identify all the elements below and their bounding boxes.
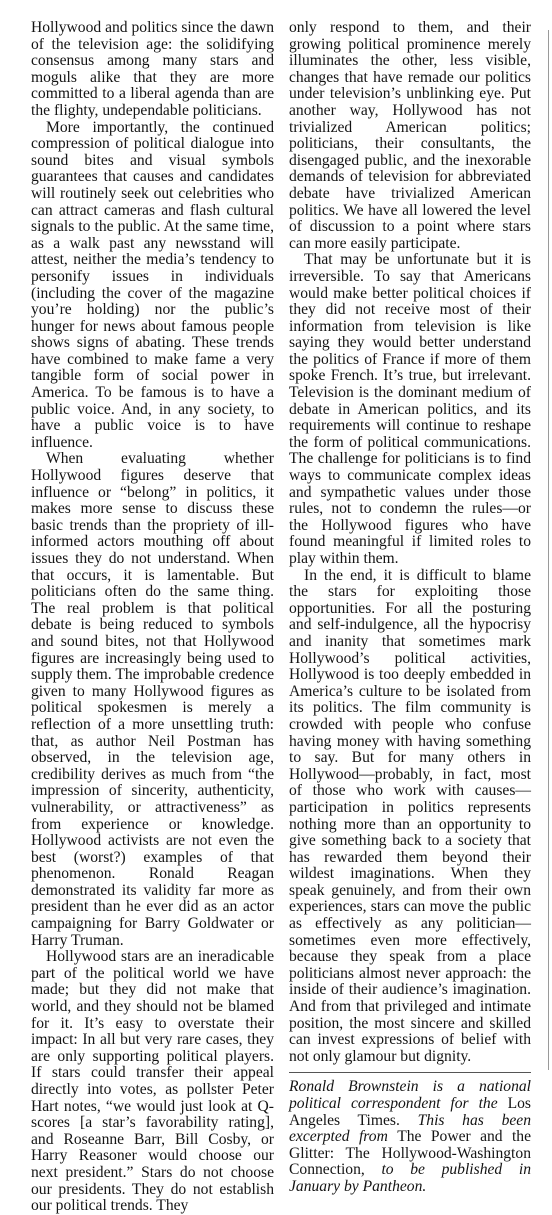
author-bio — [289, 1079, 531, 1195]
page-edge-line — [548, 30, 549, 1070]
article-paragraph: More importantly, the continued compression of political dialogue into sound bites and visual symbols guarantees that causes and candidates will routinely seek out celebrities who can attract cameras and flash cultural signals to the public. At the same time, as a walk past any newsstand will attest, neither the media’s tendency to personify issues in individuals (including the cover of the magazine you’re holding) nor the public’s hunger for news about famous people shows signs of abating. These trends have combined to make fame a very tangible form of social power in America. To be famous is to have a public voice. And, in any society, to have a public voice is to have influence. — [31, 118, 274, 451]
left-column — [31, 20, 274, 1215]
article-paragraph: Hollywood and politics since the dawn of the television age: the solidifying consensus among many stars and moguls alike that they are more committed to a liberal agenda than are the flighty, undependable politicians. — [31, 19, 274, 119]
bio-text: This has been excerpted from — [289, 1111, 531, 1146]
bio-publication: Los Angeles Times. — [289, 1095, 531, 1129]
article-paragraph: only respond to them, and their growing political prominence merely illuminates the other, less visible, changes that have remade our politics under television’s unblinking eye. Put another way, Hollywood has not trivialized American politics; politicians, their consultants, the disengaged public, and the inexorable demands of television for abbreviated debate have trivialized American politics. We have all lowered the level of discussion to a point where stars can more easily participate. — [289, 19, 531, 252]
article-paragraph: When evaluating whether Hollywood figures deserve that influence or “belong” in politics, it makes more sense to discuss these basic trends than the propriety of ill-informed actors mouthing off about issues they do not understand. When that occurs, it is lamentable. But politicians often do the same thing. The real problem is that political debate is being reduced to symbols and sound bites, not that Hollywood figures are increasingly being used to supply them. The improbable credence given to many Hollywood figures as political spokesmen is merely a reflection of a more unsettling truth: that, as author Neil Postman has observed, in the television age, credibility derives as much from “the impression of sincerity, authenticity, vulnerability, or attractiveness” as from experience or knowledge. Hollywood activists are not even the best (worst?) examples of that phenomenon. Ronald Reagan demonstrated its validity far more as president than he ever did as an actor campaigning for Barry Goldwater or Harry Truman. — [31, 450, 274, 949]
right-column — [289, 20, 531, 1196]
article-paragraph: In the end, it is difficult to blame the stars for exploiting those opportunities. For all the posturing and self-indulgence, all the hypocrisy and inanity that sometimes mark Hollywood’s political activities, Hollywood is too deeply embedded in America’s culture to be isolated from its politics. The film community is crowded with people who confuse having money with having something to say. But for many others in Hollywood—probably, in fact, most of those who work with causes—participation in politics represents nothing more than an opportunity to give something back to a society that has rewarded them beyond their wildest imaginations. When they speak genuinely, and from their own experiences, stars can move the public as effectively as any politician—sometimes even more effectively, because they speak from a place politicians almost never approach: the inside of their audience’s imagination. And from that privileged and intimate position, the most sincere and skilled can invest expressions of belief with not only glamour but dignity. — [289, 566, 531, 1065]
bio-separator — [289, 1065, 531, 1079]
bio-text: to be published in January by Pantheon. — [289, 1161, 531, 1195]
article-paragraph: Hollywood stars are an ineradicable part of the political world we have made; but they did not make that world, and they should not be blamed for it. It’s easy to overstate their impact: In all but very rare cases, they are only supporting political players. If stars could transfer their appeal directly into votes, as pollster Peter Hart notes, “we would just look at Q-scores [a star’s favorability rating], and Roseanne Barr, Bill Cosby, or Harry Reasoner would choose our next president.” Stars do not choose our presidents. They do not establish our political trends. They — [31, 948, 274, 1215]
article-paragraph: That may be unfortunate but it is irreversible. To say that Americans would make better political choices if they did not receive most of their information from television is like saying they would better understand the politics of France if more of them spoke French. It’s true, but irrelevant. Television is the dominant medium of debate in American politics, and its requirements will continue to reshape the form of political communications. The challenge for politicians is to find ways to communicate complex ideas and sympathetic values under those rules, not to condemn the rules—or the Hollywood figures who have found meaningful if limited roles to play within them. — [289, 251, 531, 567]
bio-rule — [289, 1072, 531, 1073]
bio-text: Ronald Brownstein is a national political correspondent for the — [289, 1078, 531, 1112]
bio-book-title: The Power and the Glitter: The Hollywood-Washington Connection, — [289, 1128, 531, 1179]
